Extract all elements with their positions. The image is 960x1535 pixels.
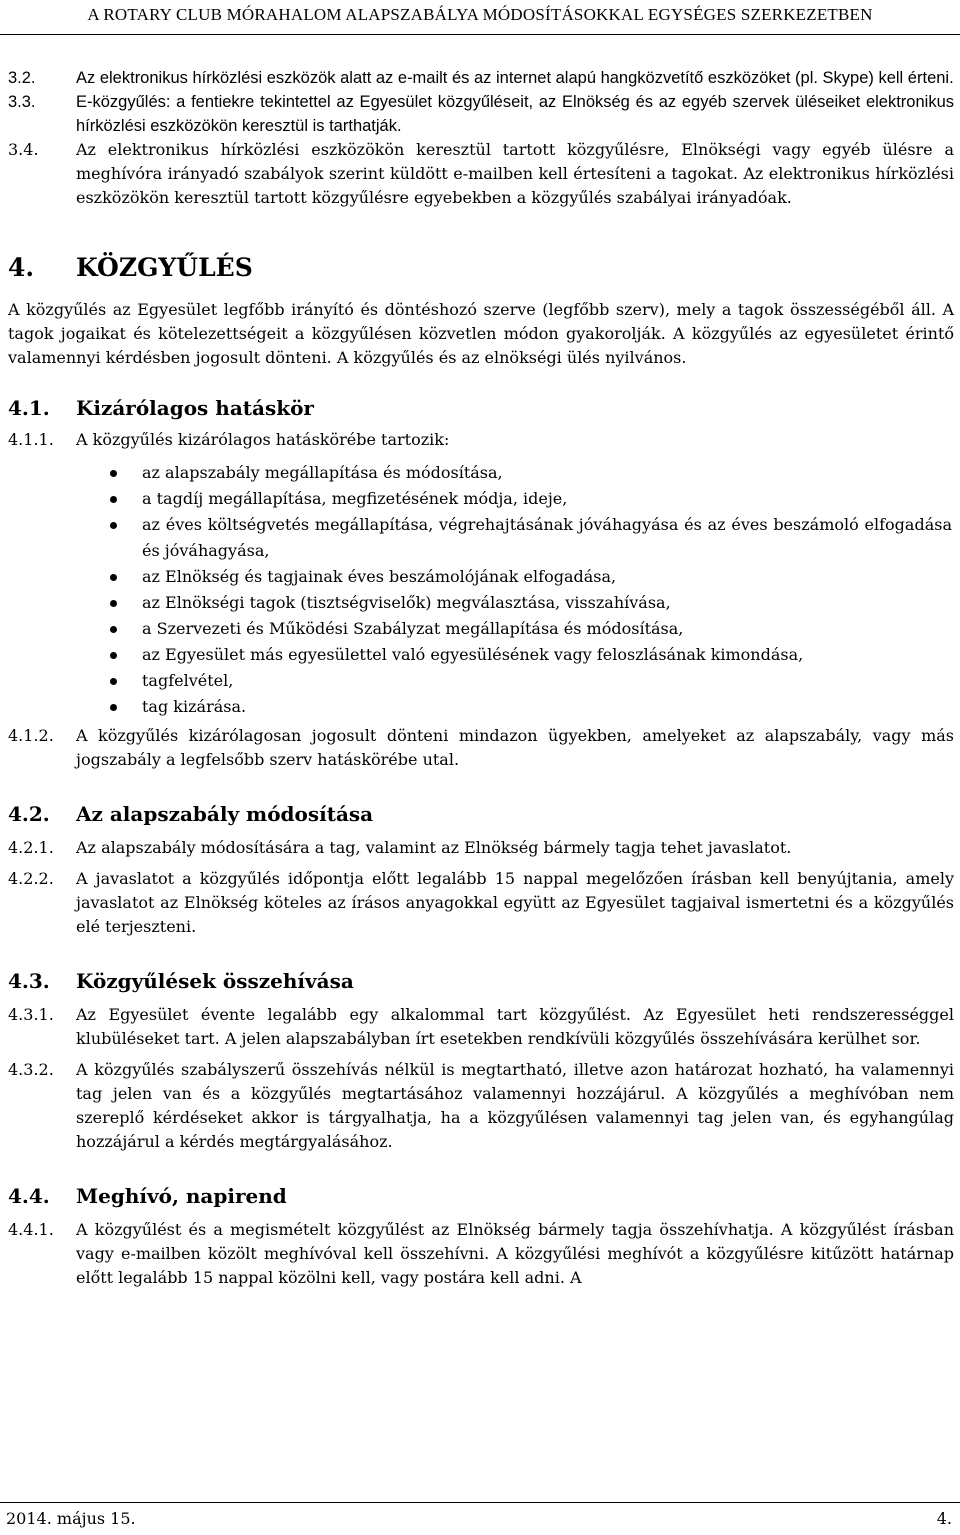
subsection-heading-4-2 xyxy=(8,800,954,828)
paragraph-text: A javaslatot a közgyűlés időpontja előtt legalább 15 nappal megelőzően írásban kell benyújtania, amely javaslatot az Elnökség köteles az írásos anyagokkal együtt az Egyesület tagjaival ismertetni és a közgyűlés elé terjeszteni. xyxy=(76,869,954,936)
section-4-intro: A közgyűlés az Egyesület legfőbb irányító és döntéshozó szerve (legfőbb szerv), mely a tagok összességéből áll. A tagok jogaikat és kötelezettségeit a közgyűlésen közvetlen módon gyakorolják. A közgyűlés az egyesületet érintő valamennyi kérdésben jogosult dönteni. A közgyűlés és az elnökségi ülés nyilvános. xyxy=(8,300,954,367)
paragraph-number: 3.3. xyxy=(8,93,36,111)
page-footer xyxy=(0,1502,960,1535)
page-number: 4. xyxy=(936,1509,952,1528)
paragraph-number: 3.2. xyxy=(8,69,36,87)
subsection-heading-4-4 xyxy=(8,1182,954,1210)
running-header xyxy=(0,0,960,35)
paragraph-4-2-1 xyxy=(8,836,954,860)
paragraph-text: Az Egyesület évente legalább egy alkalommal tart közgyűlést. Az Egyesület heti rendszerességgel klubüléseket tart. A jelen alapszabályban írt esetekben rendkívüli közgyűlés összehívására kerülhet sor. xyxy=(76,1005,954,1048)
section-heading-4 xyxy=(8,252,954,284)
list-item: az alapszabály megállapítása és módosítása, xyxy=(142,460,954,486)
paragraph-text: A közgyűlés kizárólagosan jogosult dönteni mindazon ügyekben, amelyeket az alapszabály, vagy más jogszabály a legfelsőbb szerv hatáskörébe utal. xyxy=(76,726,954,769)
list-item: tagfelvétel, xyxy=(142,668,954,694)
document-body xyxy=(8,66,954,1290)
subsection-number: 4.2. xyxy=(8,802,50,826)
paragraph-number: 4.1.1. xyxy=(8,430,54,449)
paragraph-text: A közgyűlés szabályszerű összehívás nélkül is megtartható, illetve azon határozat hozható, ha valamennyi tag jelen van és a közgyűlés megtartásához valamennyi hozzájárul. A közgyűlés a meghívóban nem szereplő kérdéseket akkor is tárgyalhatja, ha a közgyűlésen valamennyi tag jelen van, és egyhangúlag hozzájárul a kérdés megtárgyalásához. xyxy=(76,1060,954,1151)
paragraph-4-2-2 xyxy=(8,867,954,939)
paragraph-4-1-2 xyxy=(8,724,954,772)
paragraph-number: 4.2.2. xyxy=(8,869,54,888)
running-title: A ROTARY CLUB MÓRAHALOM ALAPSZABÁLYA MÓDOSÍTÁSOKKAL EGYSÉGES SZERKEZETBEN xyxy=(87,5,873,24)
list-item: tag kizárása. xyxy=(142,694,954,720)
section-title: KÖZGYŰLÉS xyxy=(76,253,253,282)
paragraph-text: Az elektronikus hírközlési eszközök alatt az e-mailt és az internet alapú hangközvetítő eszközöket (pl. Skype) kell érteni. xyxy=(76,69,954,87)
paragraph-text: A közgyűlés kizárólagos hatáskörébe tartozik: xyxy=(76,430,450,449)
subsection-number: 4.3. xyxy=(8,969,50,993)
subsection-heading-4-1 xyxy=(8,394,954,422)
list-item: az Elnökség és tagjainak éves beszámolójának elfogadása, xyxy=(142,564,954,590)
subsection-number: 4.1. xyxy=(8,396,50,420)
paragraph-text: A közgyűlést és a megismételt közgyűlést az Elnökség bármely tagja összehívhatja. A közgyűlést írásban vagy e-mailben közölt meghívóval kell összehívni. A közgyűlési meghívót a közgyűlésre kitűzött határnap előtt legalább 15 nappal közölni kell, vagy postára kell adni. A xyxy=(76,1220,954,1287)
paragraph-4-3-2 xyxy=(8,1058,954,1154)
paragraph-text: Az elektronikus hírközlési eszközökön keresztül tartott közgyűlésre, Elnökségi vagy egyéb ülésre a meghívóra irányadó szabályok szerint küldött e-mailben kell értesíteni a tagokat. Az elektronikus hírközlési eszközökön keresztül tartott közgyűlésre egyebekben a közgyűlés szabályai irányadóak. xyxy=(76,140,954,207)
list-item: az éves költségvetés megállapítása, végrehajtásának jóváhagyása és az éves beszámoló elfogadása és jóváhagyása, xyxy=(142,512,954,564)
paragraph-number: 4.4.1. xyxy=(8,1220,54,1239)
paragraph-4-1-1 xyxy=(8,428,954,452)
subsection-heading-4-3 xyxy=(8,967,954,995)
subsection-title: Kizárólagos hatáskör xyxy=(76,396,314,420)
footer-date: 2014. május 15. xyxy=(6,1509,136,1528)
subsection-title: Közgyűlések összehívása xyxy=(76,969,354,993)
list-item: a Szervezeti és Működési Szabályzat megállapítása és módosítása, xyxy=(142,616,954,642)
paragraph-number: 4.3.2. xyxy=(8,1060,54,1079)
list-item: az Elnökségi tagok (tisztségviselők) megválasztása, visszahívása, xyxy=(142,590,954,616)
subsection-number: 4.4. xyxy=(8,1184,50,1208)
paragraph-3-2 xyxy=(8,66,954,90)
paragraph-text: E-közgyűlés: a fentiekre tekintettel az Egyesület közgyűléseit, az Elnökség és az egyéb szervek üléseiket elektronikus hírközlési eszközökön keresztül is tarthatják. xyxy=(76,93,954,135)
section-number: 4. xyxy=(8,253,35,282)
paragraph-3-3 xyxy=(8,90,954,138)
paragraph-text: Az alapszabály módosítására a tag, valamint az Elnökség bármely tagja tehet javaslatot. xyxy=(76,838,792,857)
competence-list xyxy=(8,460,954,720)
paragraph-number: 3.4. xyxy=(8,140,39,159)
paragraph-4-3-1 xyxy=(8,1003,954,1051)
subsection-title: Meghívó, napirend xyxy=(76,1184,287,1208)
paragraph-number: 4.2.1. xyxy=(8,838,54,857)
subsection-title: Az alapszabály módosítása xyxy=(76,802,374,826)
paragraph-number: 4.1.2. xyxy=(8,726,54,745)
paragraph-number: 4.3.1. xyxy=(8,1005,54,1024)
list-item: az Egyesület más egyesülettel való egyesülésének vagy feloszlásának kimondása, xyxy=(142,642,954,668)
list-item: a tagdíj megállapítása, megfizetésének módja, ideje, xyxy=(142,486,954,512)
paragraph-3-4 xyxy=(8,138,954,210)
paragraph-4-4-1 xyxy=(8,1218,954,1290)
